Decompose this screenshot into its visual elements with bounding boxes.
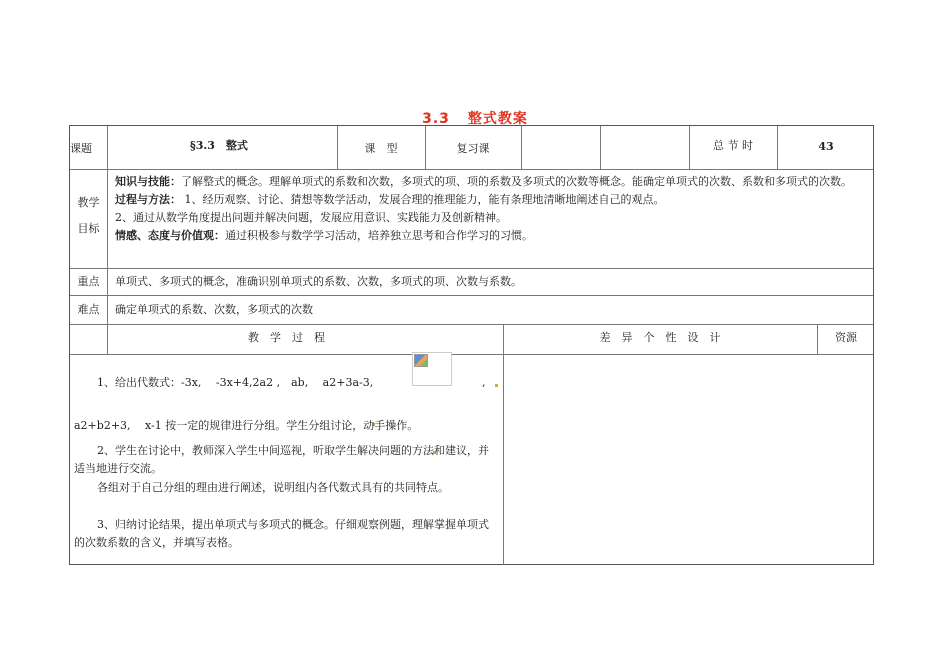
col-divider — [503, 324, 504, 565]
row-divider — [70, 324, 873, 325]
key-point-text: 单项式、多项式的概念，准确识别单项式的系数、次数，多项式的项、次数与系数。 — [115, 275, 522, 288]
type-value: 复习课 — [456, 142, 490, 155]
process-heading: 过程与方法： — [115, 193, 181, 206]
col-divider — [107, 126, 108, 169]
process-step-2: 2、学生在讨论中，教师深入学生中间巡视，听取学生解决问题的方法和建议，并适当地进行交流。 — [74, 444, 489, 475]
col-divider — [521, 126, 522, 169]
row-divider — [70, 354, 873, 355]
marker-dot — [495, 384, 498, 387]
process-text-1: 1、经历观察、讨论、猜想等数学活动，发展合理的推理能力，能有条理地清晰地阐述自己的观点。 — [184, 193, 665, 206]
goals-content — [115, 173, 870, 245]
col-divider — [107, 169, 108, 354]
knowledge-text: 了解整式的概念。理解单项式的系数和次数，多项式的项、项的系数及多项式的次数等概念。能确定单项式的次数、系数和多项式的次数。 — [181, 175, 852, 188]
image-placeholder — [412, 352, 452, 386]
knowledge-heading: 知识与技能： — [115, 175, 181, 188]
col-divider — [600, 126, 601, 169]
row-divider — [70, 295, 873, 296]
goal-knowledge — [115, 173, 870, 191]
resources-column-header: 资源 — [835, 331, 857, 344]
title-text: 整式教案 — [467, 111, 528, 127]
difficulty-label: 难点 — [77, 303, 100, 316]
lesson-value: §3.3 整式 — [190, 139, 248, 152]
attitude-heading: 情感、态度与价值观： — [115, 229, 225, 242]
row-divider — [70, 268, 873, 269]
differentiation-column-header: 差 异 个 性 设 计 — [599, 331, 721, 344]
total-hours-label: 总 节 时 — [713, 139, 753, 152]
process-step-1-tail: , — [482, 376, 486, 389]
goals-label-1: 教学 — [77, 196, 100, 209]
difficulty-text: 确定单项式的系数、次数，多项式的次数 — [115, 303, 313, 316]
process-column-header: 教 学 过 程 — [248, 331, 325, 344]
goals-label-2: 目标 — [77, 222, 100, 235]
process-step-2-note: 各组对于自己分组的理由进行阐述，说明组内各代数式具有的共同特点。 — [97, 481, 449, 494]
lesson-plan-table — [69, 125, 874, 565]
total-hours-value: 43 — [818, 140, 834, 153]
goal-attitude — [115, 227, 870, 245]
broken-image-icon — [414, 354, 428, 367]
title-number: 3.3 — [422, 111, 450, 127]
goal-process — [115, 191, 870, 209]
process-text-2: 2、通过从数学角度提出问题并解决问题，发展应用意识、实践能力及创新精神。 — [115, 211, 507, 224]
type-label: 课 型 — [364, 142, 398, 155]
process-step-1: 1、给出代数式：-3x, -3x+4,2a2 , ab, a2+3a-3, — [97, 376, 374, 389]
row-divider — [70, 169, 873, 170]
process-step-3: 3、归纳讨论结果，提出单项式与多项式的概念。仔细观察例题，理解掌握单项式的次数系数的含义，并填写表格。 — [74, 518, 489, 549]
attitude-text: 通过积极参与数学学习活动，培养独立思考和合作学习的习惯。 — [225, 229, 533, 242]
key-point-label: 重点 — [77, 275, 100, 288]
process-step-1-cont: a2+b2+3, x-1 按一定的规律进行分组。学生分组讨论，动手操作。 — [74, 419, 419, 432]
lesson-label: 课题 — [70, 142, 92, 155]
